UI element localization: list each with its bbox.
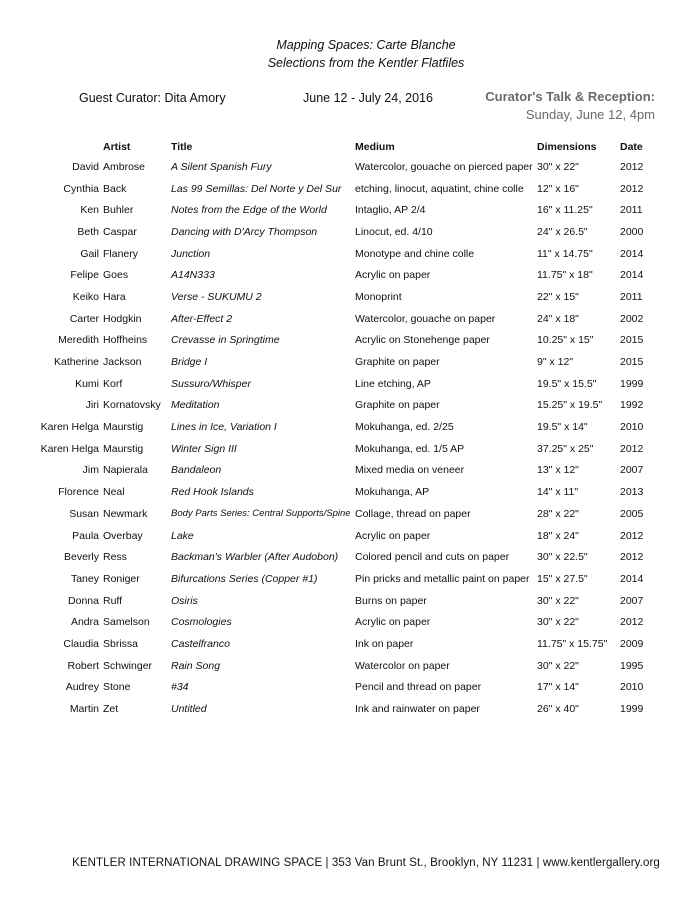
artwork-title: Castelfranco [171,637,230,650]
artist-first-name: David [72,160,99,173]
artwork-medium: Intaglio, AP 2/4 [355,204,426,217]
artwork-dimensions: 11" x 14.75" [537,247,593,260]
artwork-dimensions: 30" x 22" [537,659,579,672]
artwork-dimensions: 30" x 22" [537,594,579,607]
table-row [28,633,660,655]
table-header-row [28,138,660,156]
artist-first-name: Paula [72,529,99,542]
artist-first-name: Jiri [85,399,99,412]
artist-first-name: Gail [80,247,99,260]
artwork-dimensions: 9" x 12" [537,356,574,369]
table-row [28,416,660,438]
artist-last-name: Stone [103,681,131,694]
artwork-medium: Colored pencil and cuts on paper [355,551,510,564]
artist-first-name: Taney [70,572,99,585]
artist-first-name: Donna [68,594,99,607]
artist-first-name: Martin [69,703,99,716]
artwork-medium: etching, linocut, aquatint, chine colle [355,182,524,195]
table-row [28,286,660,308]
artwork-title: Backman's Warbler (After Audobon) [171,551,339,564]
artist-first-name: Karen Helga [40,421,99,434]
table-row [28,481,660,503]
artwork-medium: Watercolor, gouache on paper [355,312,496,325]
artwork-medium: Watercolor on paper [355,659,450,672]
artwork-date: 2015 [620,356,644,369]
header-medium: Medium [355,141,395,153]
artwork-date: 1992 [620,399,644,412]
artwork-dimensions: 15" x 27.5" [537,572,588,585]
artist-first-name: Kumi [75,377,99,390]
header-artist: Artist [103,141,131,153]
table-row [28,243,660,265]
header-artist-spacer [28,138,103,156]
artwork-date: 2012 [620,442,644,455]
artwork-date: 2014 [620,572,644,585]
artwork-date: 2007 [620,594,644,607]
artist-first-name: Katherine [54,356,99,369]
table-row [28,178,660,200]
artwork-date: 2000 [620,225,644,238]
artwork-title: Meditation [171,399,220,412]
artwork-date: 2012 [620,182,644,195]
artist-last-name: Flanery [103,247,139,260]
title-line-1: Mapping Spaces: Carte Blanche [276,38,456,52]
artwork-medium: Graphite on paper [355,356,440,369]
artwork-title: Rain Song [171,659,221,672]
artwork-medium: Acrylic on paper [355,529,431,542]
table-row [28,698,660,720]
artwork-date: 2012 [620,616,644,629]
table-row [28,156,660,178]
artwork-title: Cosmologies [171,616,232,629]
artwork-medium: Ink on paper [355,637,414,650]
exhibition-dates: June 12 - July 24, 2016 [303,91,433,105]
table-row [28,525,660,547]
artwork-dimensions: 22" x 15" [537,290,579,303]
header-date: Date [620,141,643,153]
artwork-dimensions: 18" x 24" [537,529,579,542]
artist-last-name: Hoffheins [103,334,148,347]
table-row [28,395,660,417]
table-row [28,677,660,699]
artist-last-name: Neal [103,486,125,499]
guest-curator: Guest Curator: Dita Amory [79,91,226,105]
artist-first-name: Karen Helga [40,442,99,455]
artist-last-name: Jackson [103,356,142,369]
table-row [28,438,660,460]
artwork-date: 2014 [620,247,644,260]
artist-first-name: Cynthia [63,182,99,195]
artist-last-name: Back [103,182,127,195]
table-row [28,460,660,482]
artwork-dimensions: 37.25" x 25" [537,442,594,455]
artwork-dimensions: 24" x 18" [537,312,579,325]
table-row [28,221,660,243]
artist-last-name: Hodgkin [103,312,142,325]
artist-last-name: Ruff [103,594,123,607]
artwork-date: 2014 [620,269,644,282]
artwork-title: Sussuro/Whisper [171,377,251,390]
artwork-medium: Linocut, ed. 4/10 [355,225,433,238]
artwork-title: Verse - SUKUMU 2 [171,290,262,303]
artist-last-name: Buhler [103,204,134,217]
artist-last-name: Roniger [103,572,140,585]
artist-last-name: Sbrissa [103,637,139,650]
artwork-medium: Mixed media on veneer [355,464,465,477]
artist-first-name: Beth [77,225,99,238]
artist-first-name: Beverly [63,551,99,564]
artwork-medium: Line etching, AP [355,377,431,390]
artwork-dimensions: 14" x 11" [537,486,579,499]
reception-line-1: Curator's Talk & Reception: [485,89,655,104]
artwork-dimensions: 30" x 22" [537,616,579,629]
artwork-date: 2015 [620,334,644,347]
artwork-medium: Watercolor, gouache on pierced paper [355,160,533,173]
works-table [28,138,660,720]
artist-last-name: Zet [103,703,119,716]
artwork-date: 1995 [620,659,644,672]
artist-first-name: Jim [82,464,99,477]
document-title [0,36,700,72]
table-row [28,351,660,373]
table-row [28,373,660,395]
artwork-title: Las 99 Semillas: Del Norte y Del Sur [171,182,342,195]
artist-first-name: Keiko [72,290,99,303]
artwork-dimensions: 19.5" x 15.5" [537,377,597,390]
artwork-dimensions: 24" x 26.5" [537,225,588,238]
artist-first-name: Audrey [65,681,99,694]
artwork-medium: Pencil and thread on paper [355,681,482,694]
table-row [28,503,660,525]
artist-last-name: Samelson [103,616,150,629]
artwork-dimensions: 11.75" x 18" [537,269,593,282]
artwork-dimensions: 17" x 14" [537,681,579,694]
artwork-title: Winter Sign III [171,442,237,455]
artwork-date: 1999 [620,703,644,716]
table-row [28,655,660,677]
artist-first-name: Florence [58,486,99,499]
artwork-medium: Mokuhanga, ed. 2/25 [355,421,454,434]
artist-last-name: Maurstig [103,442,144,455]
artist-last-name: Ress [103,551,127,564]
artwork-title: Bandaleon [171,464,222,477]
artwork-title: Junction [171,247,211,260]
artwork-title: After-Effect 2 [171,312,233,325]
artwork-dimensions: 30" x 22" [537,160,579,173]
artist-first-name: Felipe [70,269,99,282]
artwork-medium: Graphite on paper [355,399,440,412]
artwork-date: 2012 [620,160,644,173]
reception-line-2: Sunday, June 12, 4pm [525,107,655,122]
artist-last-name: Newmark [103,507,148,520]
artwork-title: Dancing with D'Arcy Thompson [171,225,318,238]
reception-notice [470,88,655,124]
artwork-medium: Acrylic on paper [355,616,431,629]
artist-last-name: Maurstig [103,421,144,434]
artwork-title: Red Hook Islands [171,486,254,499]
artwork-dimensions: 19.5" x 14" [537,421,588,434]
artwork-dimensions: 11.75" x 15.75" [537,637,608,650]
works-table-body [28,156,660,720]
artwork-date: 2010 [620,681,644,694]
table-row [28,308,660,330]
artwork-title: Bridge I [171,356,208,369]
artwork-title: Notes from the Edge of the World [171,204,327,217]
artist-last-name: Ambrose [103,160,146,173]
artwork-medium: Monotype and chine colle [355,247,475,260]
artwork-date: 2012 [620,551,644,564]
artist-first-name: Susan [69,507,99,520]
table-row [28,546,660,568]
artist-last-name: Schwinger [103,659,153,672]
artwork-title: Lake [171,529,194,542]
artwork-dimensions: 12" x 16" [537,182,579,195]
artist-last-name: Caspar [103,225,137,238]
artist-first-name: Andra [70,616,99,629]
artwork-dimensions: 15.25" x 19.5" [537,399,603,412]
header-dimensions: Dimensions [537,141,597,153]
artwork-dimensions: 26" x 40" [537,703,579,716]
artist-last-name: Overbay [103,529,143,542]
table-row [28,590,660,612]
artwork-date: 2013 [620,486,644,499]
artwork-medium: Burns on paper [355,594,427,607]
artwork-dimensions: 10.25" x 15" [537,334,594,347]
artwork-medium: Mokuhanga, ed. 1/5 AP [355,442,465,455]
table-row [28,568,660,590]
table-row [28,611,660,633]
artist-last-name: Goes [103,269,129,282]
artwork-title: Bifurcations Series (Copper #1) [171,572,318,585]
artwork-date: 2011 [620,204,643,217]
artwork-medium: Acrylic on Stonehenge paper [355,334,490,347]
artwork-date: 2012 [620,529,644,542]
artwork-medium: Collage, thread on paper [355,507,471,520]
artwork-medium: Pin pricks and metallic paint on paper [355,572,530,585]
artwork-dimensions: 30" x 22.5" [537,551,588,564]
artwork-date: 2002 [620,312,644,325]
artist-last-name: Napierala [103,464,148,477]
artwork-dimensions: 16" x 11.25" [537,204,593,217]
artwork-title: Lines in Ice, Variation I [171,421,277,434]
artist-last-name: Hara [103,290,126,303]
artwork-title: A Silent Spanish Fury [171,160,272,173]
artwork-medium: Monoprint [355,290,402,303]
artist-first-name: Carter [69,312,99,325]
artist-first-name: Ken [80,204,99,217]
artwork-title: Body Parts Series: Central Supports/Spine [171,508,351,520]
artwork-date: 2005 [620,507,644,520]
artwork-title: #34 [171,681,189,694]
artist-first-name: Robert [67,659,99,672]
artist-last-name: Korf [103,377,123,390]
artwork-title: Osiris [171,594,198,607]
artwork-date: 1999 [620,377,644,390]
table-row [28,330,660,352]
artwork-dimensions: 13" x 12" [537,464,579,477]
title-line-2: Selections from the Kentler Flatfiles [267,56,465,70]
artwork-dimensions: 28" x 22" [537,507,579,520]
artist-last-name: Kornatovsky [103,399,161,412]
artwork-medium: Mokuhanga, AP [355,486,430,499]
artist-first-name: Meredith [58,334,99,347]
artist-first-name: Claudia [63,637,99,650]
artwork-date: 2010 [620,421,644,434]
artwork-medium: Acrylic on paper [355,269,431,282]
table-row [28,264,660,286]
footer: KENTLER INTERNATIONAL DRAWING SPACE | 353 Van Brunt St., Brooklyn, NY 11231 | www.kentlergallery.org [72,857,660,869]
table-row [28,199,660,221]
artwork-date: 2009 [620,637,644,650]
artwork-title: Crevasse in Springtime [171,334,280,347]
artwork-date: 2007 [620,464,644,477]
artwork-title: A14N333 [171,269,215,282]
artwork-title: Untitled [171,703,207,716]
header-title: Title [171,141,193,153]
artwork-medium: Ink and rainwater on paper [355,703,480,716]
artwork-date: 2011 [620,290,643,303]
